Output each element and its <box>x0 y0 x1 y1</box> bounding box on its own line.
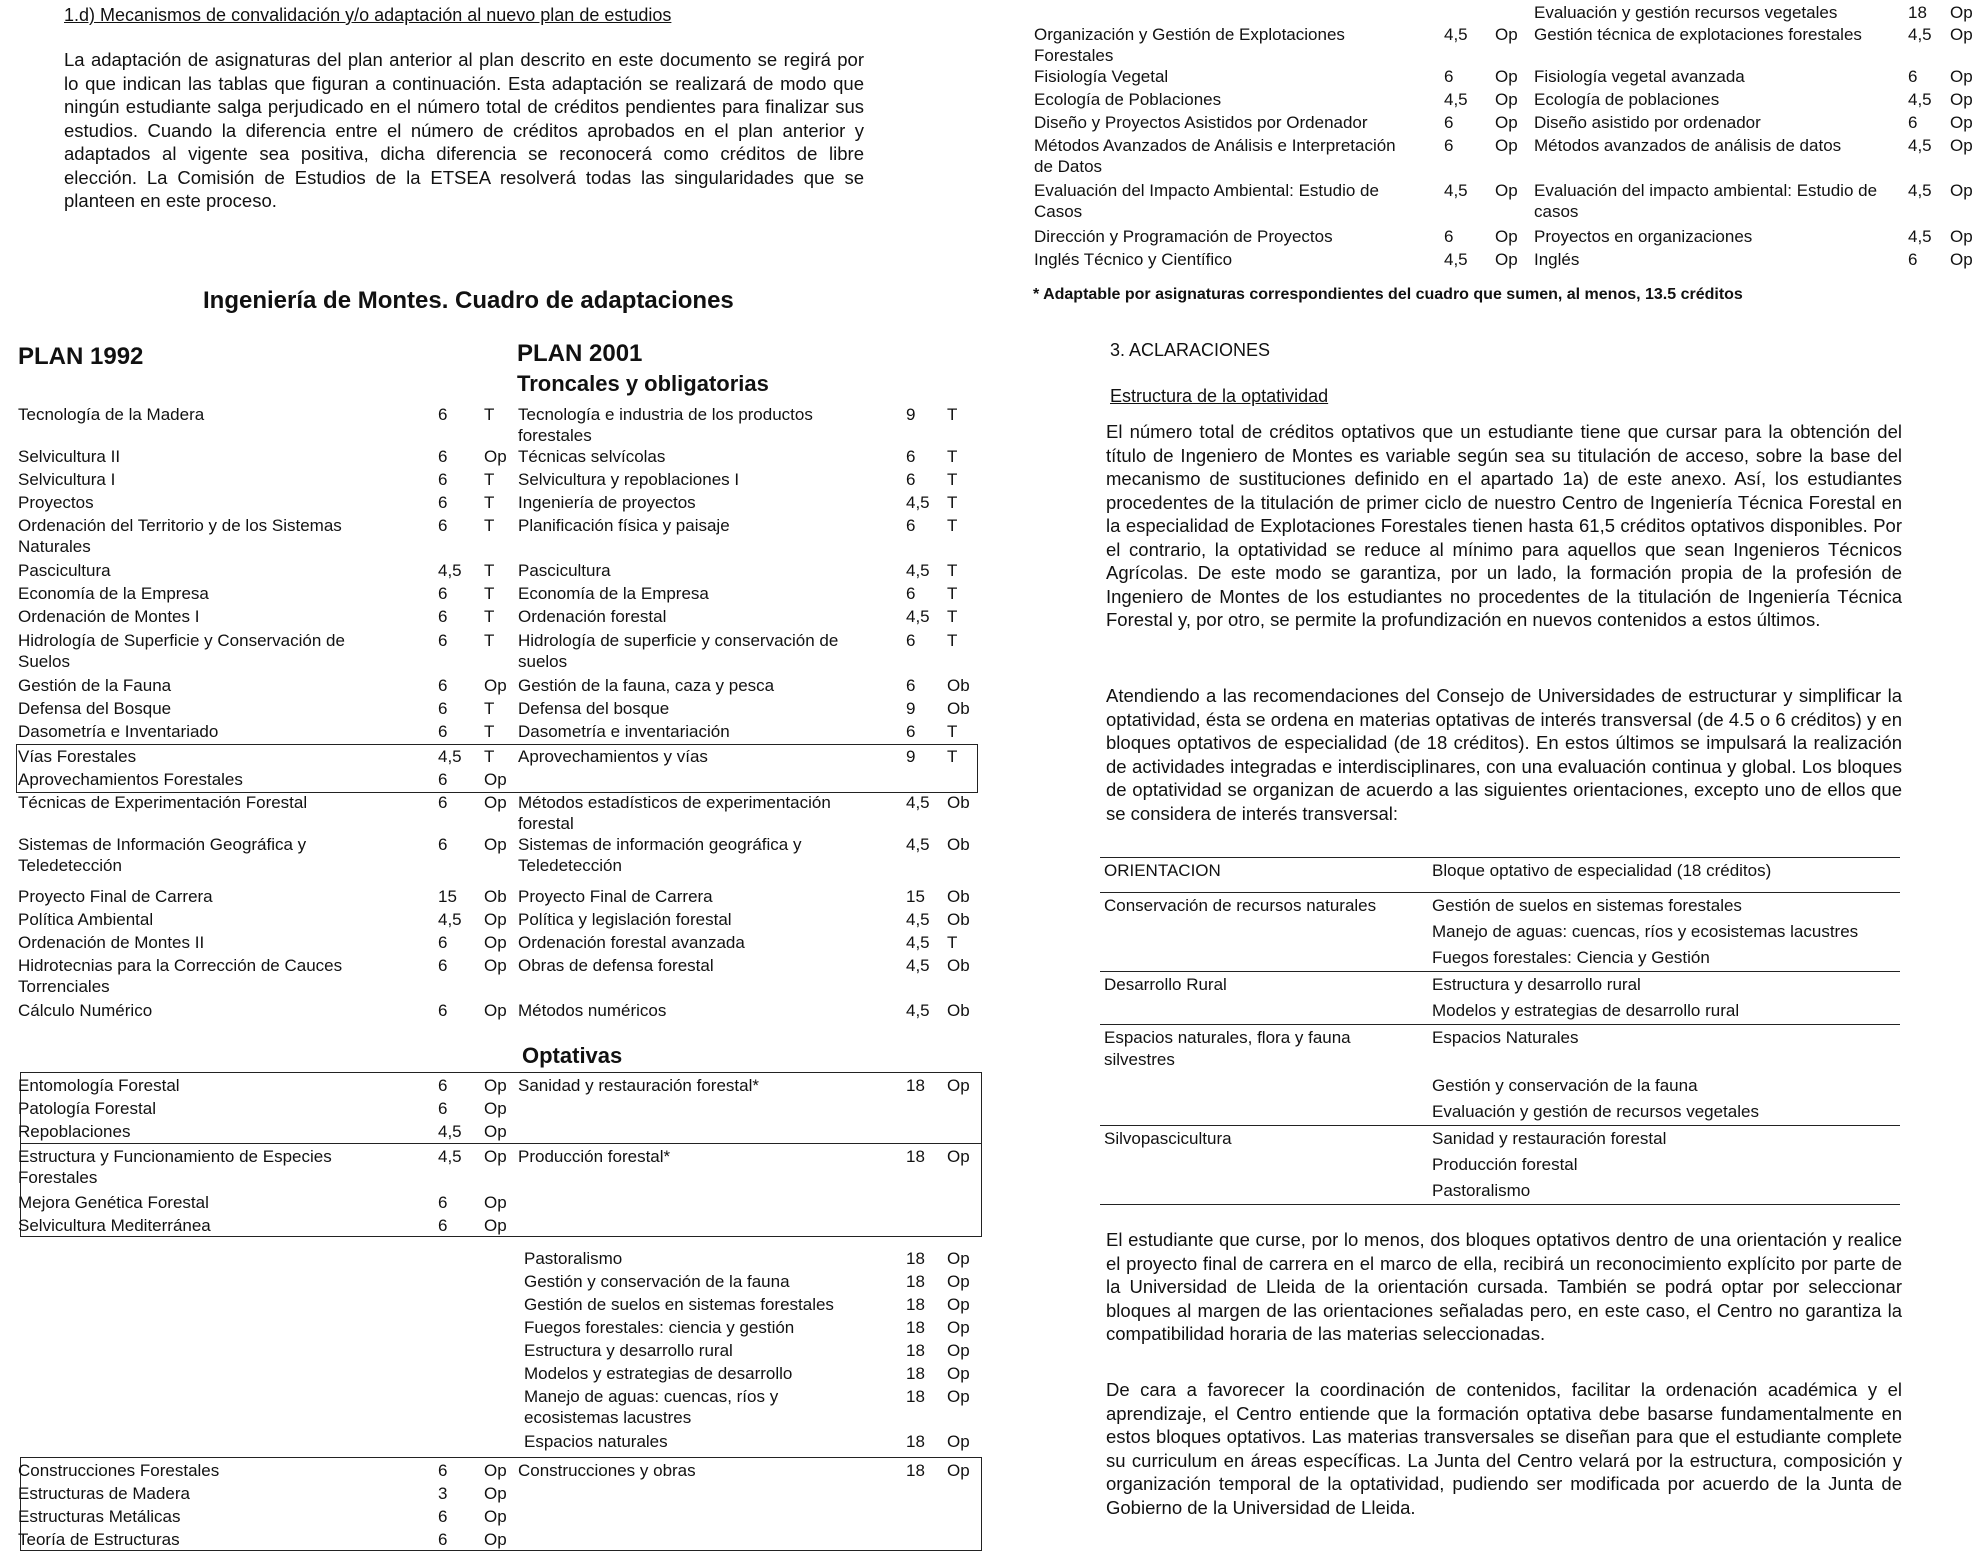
old-subject: Ordenación de Montes I <box>18 607 200 626</box>
old-credits: 4,5 <box>1444 90 1468 109</box>
optional-block: Pastoralismo <box>1432 1181 1531 1200</box>
footnote: * Adaptable por asignaturas correspondientes del cuadro que sumen, al menos, 13.5 créditos <box>1033 286 1743 303</box>
old-subject: Dasometría e Inventariado <box>18 722 219 741</box>
new-subject: Gestión técnica de explotaciones forestales <box>1534 25 1862 44</box>
new-type: Op <box>947 1249 970 1268</box>
old-subject: Proyectos <box>18 493 94 512</box>
old-credits: 4,5 <box>438 1147 462 1166</box>
old-credits: 6 <box>438 1507 448 1526</box>
plan-1992-label: PLAN 1992 <box>18 343 144 370</box>
new-type: Op <box>947 1364 970 1383</box>
new-credits: 4,5 <box>906 1001 930 1020</box>
new-type: Op <box>1950 25 1973 44</box>
old-credits: 6 <box>438 699 448 718</box>
new-subject: Proyecto Final de Carrera <box>518 887 713 906</box>
old-type: Op <box>484 1216 507 1235</box>
new-subject: Producción forestal* <box>518 1147 671 1166</box>
section-3-paragraph-4: De cara a favorecer la coordinación de contenidos, facilitar la ordenación académica y el aprendizaje, el Centro entiende que la formación optativa debe basarse fundamentalmente en estos bloques optativos. Las materias transversales se diseñan para que el estudiante complete su curriculum en áreas específicas. La Junta del Centro velará por la estructura, composición y organización temporal de la optatividad, pudiendo ser modificada por acuerdo de la Junta de Gobierno de la Universidad de Lleida. <box>1106 1379 1902 1518</box>
orientations-header <box>1100 858 1900 884</box>
old-type: Op <box>484 1507 507 1526</box>
new-type: T <box>947 747 958 766</box>
old-subject: Hidrología de Superficie y Conservación de Suelos <box>18 631 345 671</box>
table-title: Ingeniería de Montes. Cuadro de adaptaciones <box>203 287 734 314</box>
old-type: Op <box>484 1484 507 1503</box>
new-type: Op <box>947 1341 970 1360</box>
old-subject: Pascicultura <box>18 561 111 580</box>
old-type: T <box>484 493 495 512</box>
old-credits: 6 <box>438 1099 448 1118</box>
new-type: T <box>947 493 958 512</box>
new-subject: Aprovechamientos y vías <box>518 747 708 766</box>
new-credits: 18 <box>906 1249 925 1268</box>
new-subject: Espacios naturales <box>524 1432 668 1451</box>
new-subject: Evaluación del impacto ambiental: Estudio de casos <box>1534 181 1878 221</box>
new-type: Ob <box>947 835 970 854</box>
new-subject: Planificación física y paisaje <box>518 516 730 535</box>
old-credits: 4,5 <box>438 910 462 929</box>
old-credits: 6 <box>438 1530 448 1549</box>
new-credits: 18 <box>906 1461 925 1480</box>
old-credits: 15 <box>438 887 457 906</box>
old-subject: Estructuras Metálicas <box>18 1507 181 1526</box>
old-subject: Repoblaciones <box>18 1122 131 1141</box>
old-credits: 6 <box>438 1076 448 1095</box>
new-credits: 4,5 <box>1908 25 1932 44</box>
orientation-name <box>1100 919 1428 945</box>
old-credits: 6 <box>438 493 448 512</box>
new-credits: 6 <box>906 470 916 489</box>
old-type: Op <box>484 1122 507 1141</box>
old-credits: 6 <box>438 1001 448 1020</box>
old-type: Op <box>1495 67 1518 86</box>
old-subject: Técnicas de Experimentación Forestal <box>18 793 308 812</box>
old-type: Op <box>1495 250 1518 269</box>
old-type: Op <box>484 1530 507 1549</box>
old-subject: Estructura y Funcionamiento de Especies Forestales <box>18 1147 332 1187</box>
new-credits: 18 <box>906 1341 925 1360</box>
old-type: Op <box>1495 113 1518 132</box>
optional-block: Gestión de suelos en sistemas forestales <box>1432 896 1742 915</box>
new-type: Ob <box>947 676 970 695</box>
new-credits: 4,5 <box>906 956 930 975</box>
new-credits: 6 <box>1908 250 1918 269</box>
old-subject: Vías Forestales <box>18 747 137 766</box>
new-subject: Tecnología e industria de los productos forestales <box>518 405 813 445</box>
section-3-paragraph-3: El estudiante que curse, por lo menos, dos bloques optativos dentro de una orientación y realice el proyecto final de carrera en el marco de ella, recibirá un reconocimiento explícito por parte de la Universidad de Lleida de la orientación cursada. También se podrá optar por seleccionar bloques al margen de las orientaciones señaladas pero, en este caso, el Centro no garantiza la compatibilidad horaria de las materias seleccionadas. <box>1106 1229 1902 1344</box>
old-type: T <box>484 516 495 535</box>
old-credits: 6 <box>1444 113 1454 132</box>
old-subject: Selvicultura I <box>18 470 116 489</box>
new-credits: 6 <box>906 722 916 741</box>
new-credits: 6 <box>906 631 916 650</box>
orientation-name: Conservación de recursos naturales <box>1104 896 1377 915</box>
orientation-name <box>1100 945 1428 971</box>
old-credits: 6 <box>1444 136 1454 155</box>
new-type: Ob <box>947 793 970 812</box>
new-subject: Construcciones y obras <box>518 1461 696 1480</box>
old-credits: 4,5 <box>438 561 462 580</box>
old-type: T <box>484 699 495 718</box>
old-credits: 6 <box>438 1461 448 1480</box>
old-credits: 6 <box>438 956 448 975</box>
new-subject: Economía de la Empresa <box>518 584 709 603</box>
old-type: T <box>484 607 495 626</box>
new-credits: 18 <box>1908 3 1927 22</box>
section-3-heading: 3. ACLARACIONES <box>1110 340 1271 360</box>
new-credits: 6 <box>906 676 916 695</box>
old-type: Op <box>484 1461 507 1480</box>
new-type: Op <box>1950 113 1973 132</box>
old-credits: 6 <box>438 470 448 489</box>
new-subject: Selvicultura y repoblaciones I <box>518 470 740 489</box>
old-credits: 6 <box>438 584 448 603</box>
new-type: Op <box>1950 90 1973 109</box>
old-credits: 6 <box>1444 67 1454 86</box>
new-subject: Proyectos en organizaciones <box>1534 227 1753 246</box>
old-credits: 6 <box>438 676 448 695</box>
old-type: Op <box>484 793 507 812</box>
new-subject: Fisiología vegetal avanzada <box>1534 67 1745 86</box>
orientation-group <box>1100 1025 1900 1125</box>
old-type: Op <box>1495 136 1518 155</box>
old-type: Op <box>484 910 507 929</box>
old-type: Op <box>484 770 507 789</box>
old-subject: Ecología de Poblaciones <box>1034 90 1222 109</box>
new-type: Ob <box>947 910 970 929</box>
old-subject: Entomología Forestal <box>18 1076 180 1095</box>
new-type: T <box>947 470 958 489</box>
new-credits: 4,5 <box>906 561 930 580</box>
old-type: T <box>484 631 495 650</box>
optional-block: Modelos y estrategias de desarrollo rural <box>1432 1001 1740 1020</box>
old-subject: Evaluación del Impacto Ambiental: Estudio de Casos <box>1034 181 1379 221</box>
new-credits: 15 <box>906 887 925 906</box>
block-col-header: Bloque optativo de especialidad (18 créditos) <box>1432 861 1772 880</box>
orientation-name <box>1100 1178 1428 1204</box>
section-1d-heading <box>64 5 671 26</box>
old-type: Op <box>484 933 507 952</box>
new-type: T <box>947 607 958 626</box>
old-type: Op <box>484 1147 507 1166</box>
old-type: Ob <box>484 887 507 906</box>
orientation-name <box>1100 1073 1428 1099</box>
orientation-divider <box>1100 1204 1900 1205</box>
new-credits: 18 <box>906 1387 925 1406</box>
new-credits: 9 <box>906 747 916 766</box>
new-credits: 6 <box>1908 67 1918 86</box>
old-credits: 6 <box>438 607 448 626</box>
old-subject: Ordenación de Montes II <box>18 933 205 952</box>
old-subject: Mejora Genética Forestal <box>18 1193 209 1212</box>
new-type: Op <box>1950 250 1973 269</box>
new-subject: Sistemas de información geográfica y Teledetección <box>518 835 802 875</box>
new-credits: 18 <box>906 1432 925 1451</box>
old-credits: 6 <box>438 516 448 535</box>
new-subject: Hidrología de superficie y conservación de suelos <box>518 631 839 671</box>
old-credits: 6 <box>438 793 448 812</box>
old-subject: Economía de la Empresa <box>18 584 209 603</box>
old-credits: 6 <box>1444 227 1454 246</box>
old-subject: Patología Forestal <box>18 1099 156 1118</box>
new-type: Op <box>947 1076 970 1095</box>
new-credits: 4,5 <box>906 910 930 929</box>
old-credits: 6 <box>438 1193 448 1212</box>
plan-2001-label: PLAN 2001 <box>517 340 643 367</box>
new-credits: 4,5 <box>1908 90 1932 109</box>
orientation-name <box>1100 1152 1428 1178</box>
old-subject: Dirección y Programación de Proyectos <box>1034 227 1333 246</box>
new-type: T <box>947 933 958 952</box>
orientation-col-header: ORIENTACION <box>1104 861 1221 880</box>
section-3-subheading: Estructura de la optatividad <box>1110 386 1329 406</box>
old-subject: Inglés Técnico y Científico <box>1034 250 1233 269</box>
old-type: Op <box>484 676 507 695</box>
old-type: T <box>484 561 495 580</box>
new-credits: 6 <box>906 584 916 603</box>
old-type: T <box>484 584 495 603</box>
new-credits: 9 <box>906 699 916 718</box>
new-subject: Métodos avanzados de análisis de datos <box>1534 136 1842 155</box>
old-subject: Política Ambiental <box>18 910 154 929</box>
orientation-group <box>1100 893 1900 971</box>
new-type: Op <box>1950 136 1973 155</box>
optional-block: Gestión y conservación de la fauna <box>1432 1076 1698 1095</box>
old-type: Op <box>484 447 507 466</box>
old-type: Op <box>1495 181 1518 200</box>
vias-group-box <box>16 744 978 793</box>
new-subject: Diseño asistido por ordenador <box>1534 113 1761 132</box>
old-credits: 4,5 <box>1444 25 1468 44</box>
new-credits: 4,5 <box>1908 181 1932 200</box>
troncales-label: Troncales y obligatorias <box>517 371 769 396</box>
new-subject: Métodos numéricos <box>518 1001 667 1020</box>
orientation-name: Silvopascicultura <box>1104 1129 1232 1148</box>
old-subject: Tecnología de la Madera <box>18 405 205 424</box>
optional-block: Manejo de aguas: cuencas, ríos y ecosistemas lacustres <box>1432 922 1859 941</box>
orientations-table <box>1100 857 1900 1205</box>
new-type: Ob <box>947 887 970 906</box>
new-subject: Ingeniería de proyectos <box>518 493 696 512</box>
new-subject: Gestión y conservación de la fauna <box>524 1272 790 1291</box>
new-type: Op <box>947 1387 970 1406</box>
old-type: Op <box>484 1099 507 1118</box>
old-type: Op <box>484 956 507 975</box>
old-subject: Selvicultura II <box>18 447 121 466</box>
old-type: Op <box>484 1076 507 1095</box>
old-type: Op <box>484 835 507 854</box>
old-type: Op <box>484 1001 507 1020</box>
new-credits: 4,5 <box>906 933 930 952</box>
old-credits: 6 <box>438 405 448 424</box>
old-credits: 6 <box>438 933 448 952</box>
new-subject: Fuegos forestales: ciencia y gestión <box>524 1318 795 1337</box>
new-type: Op <box>947 1272 970 1291</box>
new-type: T <box>947 447 958 466</box>
section-3-paragraph-2: Atendiendo a las recomendaciones del Consejo de Universidades de estructurar y simplificar la optatividad, ésta se ordena en materias optativas de interés transversal (de 4.5 o 6 créditos) y en bloques optativos de especialidad (de 18 créditos). En estos últimos se impulsará la realización de actividades integradas e interdisciplinares, con una evaluación continua y global. Los bloques de optatividad se organizan de acuerdo a las siguientes orientaciones, excepto uno de ellos que se considera de interés transversal: <box>1106 685 1902 824</box>
new-subject: Ecología de poblaciones <box>1534 90 1720 109</box>
old-credits: 4,5 <box>438 747 462 766</box>
new-subject: Inglés <box>1534 250 1580 269</box>
new-subject: Sanidad y restauración forestal* <box>518 1076 759 1095</box>
orientation-group <box>1100 1126 1900 1204</box>
new-subject: Política y legislación forestal <box>518 910 732 929</box>
orientation-name <box>1100 998 1428 1024</box>
old-subject: Organización y Gestión de Explotaciones Forestales <box>1034 25 1345 65</box>
old-type: Op <box>1495 227 1518 246</box>
new-subject: Manejo de aguas: cuencas, ríos y ecosistemas lacustres <box>524 1387 779 1427</box>
optional-block: Fuegos forestales: Ciencia y Gestión <box>1432 948 1710 967</box>
new-type: Op <box>947 1461 970 1480</box>
new-type: Ob <box>947 699 970 718</box>
orientation-name: Desarrollo Rural <box>1104 975 1227 994</box>
old-credits: 3 <box>438 1484 448 1503</box>
new-subject: Defensa del bosque <box>518 699 670 718</box>
old-subject: Proyecto Final de Carrera <box>18 887 213 906</box>
old-subject: Estructuras de Madera <box>18 1484 190 1503</box>
old-subject: Gestión de la Fauna <box>18 676 172 695</box>
new-subject: Dasometría e inventariación <box>518 722 730 741</box>
new-subject: Modelos y estrategias de desarrollo <box>524 1364 793 1383</box>
old-type: Op <box>484 1193 507 1212</box>
section-3-paragraph-1: El número total de créditos optativos que un estudiante tiene que cursar para la obtención del título de Ingeniero de Montes es variable según sea su titulación de acceso, sobre la base del mecanismo de sustituciones definido en el apartado 1a) de este anexo. Así, los estudiantes procedentes de la titulación de primer ciclo de nuestro Centro de Ingeniería Técnica Forestal en la especialidad de Explotaciones Forestales tienen hasta 61,5 créditos optativos disponibles. Por el contrario, la optatividad se reduce al mínimo para aquellos que sean Ingenieros Técnicos Agrícolas. De este modo se garantiza, por un lado, la formación propia de la profesión de Ingeniero de Montes de los estudiantes no procedentes de la titulación de Ingeniería Técnica Forestal y, por otro, se permite la profundización en nuevos contenidos a estos últimos. <box>1106 421 1902 630</box>
old-credits: 6 <box>438 447 448 466</box>
new-subject: Estructura y desarrollo rural <box>524 1341 733 1360</box>
new-credits: 4,5 <box>1908 136 1932 155</box>
new-type: T <box>947 631 958 650</box>
old-credits: 6 <box>438 722 448 741</box>
old-subject: Métodos Avanzados de Análisis e Interpretación de Datos <box>1034 136 1396 176</box>
orientation-name <box>1100 1099 1428 1125</box>
old-credits: 4,5 <box>1444 250 1468 269</box>
old-credits: 6 <box>438 835 448 854</box>
old-subject: Construcciones Forestales <box>18 1461 220 1480</box>
new-subject: Evaluación y gestión recursos vegetales <box>1534 3 1838 22</box>
old-subject: Defensa del Bosque <box>18 699 172 718</box>
section-1d-paragraph: La adaptación de asignaturas del plan anterior al plan descrito en este documento se regirá por lo que indican las tablas que figuran a continuación. Esta adaptación se realizará de modo que ningún estudiante salga perjudicado en el número total de créditos pendientes para finalizar sus estudios. Cuando la diferencia entre el número de créditos aprobados en el plan anterior y adaptados al vigente sea positiva, dicha diferencia se reconocerá como créditos de libre elección. La Comisión de Estudios de la ETSEA resolverá todas las singularidades que se planteen en este proceso. <box>64 49 864 211</box>
new-credits: 4,5 <box>1908 227 1932 246</box>
new-credits: 6 <box>906 447 916 466</box>
old-credits: 4,5 <box>1444 181 1468 200</box>
new-subject: Obras de defensa forestal <box>518 956 714 975</box>
new-subject: Técnicas selvícolas <box>518 447 666 466</box>
old-type: T <box>484 470 495 489</box>
new-type: Op <box>947 1295 970 1314</box>
orientations-body <box>1100 893 1900 1205</box>
old-subject: Cálculo Numérico <box>18 1001 153 1020</box>
new-type: T <box>947 584 958 603</box>
new-subject: Métodos estadísticos de experimentación forestal <box>518 793 831 833</box>
old-subject: Fisiología Vegetal <box>1034 67 1169 86</box>
old-credits: 6 <box>438 631 448 650</box>
new-subject: Ordenación forestal avanzada <box>518 933 745 952</box>
optional-block: Evaluación y gestión de recursos vegetales <box>1432 1102 1759 1121</box>
new-type: Op <box>1950 3 1973 22</box>
new-type: Op <box>947 1318 970 1337</box>
optional-block: Estructura y desarrollo rural <box>1432 975 1641 994</box>
new-subject: Pascicultura <box>518 561 611 580</box>
optional-block: Producción forestal <box>1432 1155 1578 1174</box>
new-type: Op <box>1950 181 1973 200</box>
new-type: Op <box>1950 227 1973 246</box>
old-subject: Teoría de Estructuras <box>18 1530 180 1549</box>
old-subject: Hidrotecnias para la Corrección de Cauces Torrenciales <box>18 956 343 996</box>
old-credits: 4,5 <box>438 1122 462 1141</box>
new-credits: 18 <box>906 1295 925 1314</box>
new-credits: 9 <box>906 405 916 424</box>
old-type: Op <box>1495 25 1518 44</box>
new-subject: Gestión de la fauna, caza y pesca <box>518 676 775 695</box>
old-credits: 6 <box>438 1216 448 1235</box>
old-subject: Sistemas de Información Geográfica y Teledetección <box>18 835 307 875</box>
new-type: Op <box>947 1147 970 1166</box>
old-type: T <box>484 722 495 741</box>
old-type: T <box>484 405 495 424</box>
new-type: Ob <box>947 1001 970 1020</box>
new-credits: 18 <box>906 1147 925 1166</box>
new-credits: 6 <box>1908 113 1918 132</box>
new-subject: Pastoralismo <box>524 1249 623 1268</box>
old-subject: Selvicultura Mediterránea <box>18 1216 211 1235</box>
old-subject: Aprovechamientos Forestales <box>18 770 243 789</box>
new-type: Op <box>947 1432 970 1451</box>
new-credits: 18 <box>906 1272 925 1291</box>
new-credits: 18 <box>906 1318 925 1337</box>
optativas-label: Optativas <box>522 1043 623 1068</box>
old-subject: Ordenación del Territorio y de los Sistemas Naturales <box>18 516 342 556</box>
new-credits: 4,5 <box>906 493 930 512</box>
new-credits: 4,5 <box>906 607 930 626</box>
new-credits: 4,5 <box>906 793 930 812</box>
new-subject: Ordenación forestal <box>518 607 667 626</box>
old-subject: Diseño y Proyectos Asistidos por Ordenador <box>1034 113 1368 132</box>
new-type: T <box>947 722 958 741</box>
orientation-group <box>1100 972 1900 1024</box>
old-credits: 6 <box>438 770 448 789</box>
old-type: Op <box>1495 90 1518 109</box>
new-type: T <box>947 516 958 535</box>
old-type: T <box>484 747 495 766</box>
new-type: Ob <box>947 956 970 975</box>
new-credits: 18 <box>906 1364 925 1383</box>
optional-block: Espacios Naturales <box>1432 1028 1579 1047</box>
new-subject: Gestión de suelos en sistemas forestales <box>524 1295 834 1314</box>
new-credits: 4,5 <box>906 835 930 854</box>
optional-block: Sanidad y restauración forestal <box>1432 1129 1667 1148</box>
new-type: Op <box>1950 67 1973 86</box>
section-1d-heading-text: 1.d) Mecanismos de convalidación y/o adaptación al nuevo plan de estudios <box>64 5 672 25</box>
new-credits: 18 <box>906 1076 925 1095</box>
new-credits: 6 <box>906 516 916 535</box>
new-type: T <box>947 405 958 424</box>
new-type: T <box>947 561 958 580</box>
orientation-name: Espacios naturales, flora y fauna silvestres <box>1104 1028 1351 1069</box>
